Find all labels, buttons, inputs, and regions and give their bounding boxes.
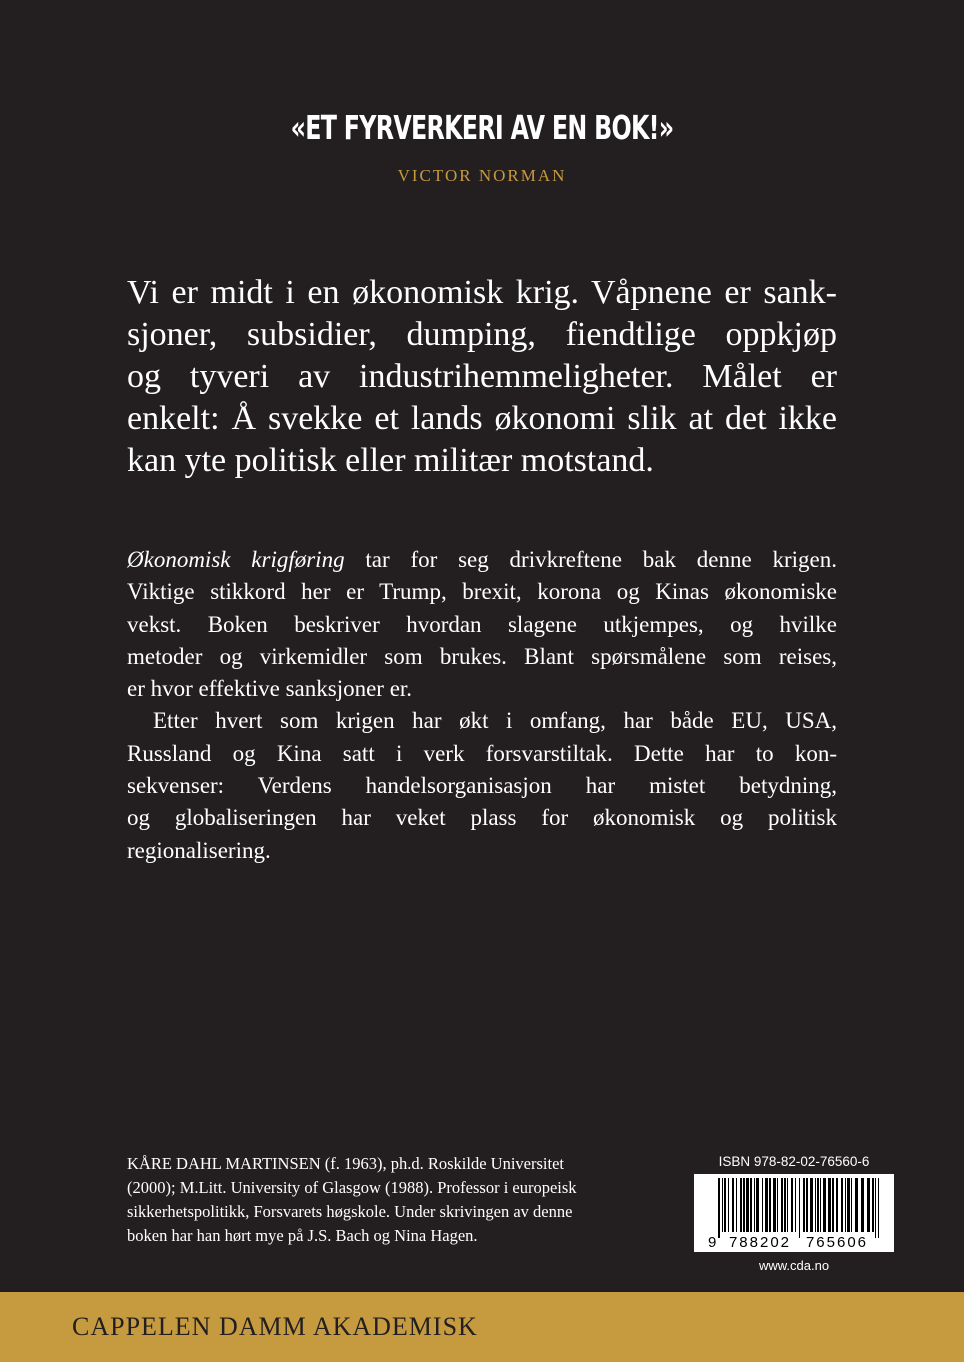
lead-line: sjoner, subsidier, dumping, fiendtlige oppkjøp bbox=[127, 316, 837, 353]
barcode-bar bbox=[740, 1178, 742, 1232]
barcode-bar bbox=[799, 1178, 800, 1238]
cover-quote: «ET FYRVERKERI AV EN BOK!» bbox=[290, 108, 674, 147]
lead-paragraph bbox=[127, 272, 837, 482]
barcode-graphic bbox=[694, 1174, 894, 1252]
barcode-bar bbox=[803, 1178, 805, 1232]
barcode-bar bbox=[773, 1178, 776, 1232]
bio-line: KÅRE DAHL MARTINSEN (f. 1963), ph.d. Roskilde Universitet bbox=[127, 1154, 564, 1173]
body-line: sekvenser: Verdens handelsorganisasjon har mistet betydning, bbox=[127, 773, 837, 799]
barcode-bar bbox=[736, 1178, 737, 1232]
body-line: og globaliseringen har veket plass for økonomisk og politisk bbox=[127, 805, 837, 831]
barcode-bar bbox=[722, 1178, 723, 1232]
description-text bbox=[127, 544, 837, 867]
body-line: metoder og virkemidler som brukes. Blant spørsmålene som reises, bbox=[127, 643, 837, 669]
bio-line: (2000); M.Litt. University of Glasgow (1988). Professor i europeisk bbox=[127, 1178, 577, 1197]
bio-line: boken har han hørt mye på J.S. Bach og Nina Hagen. bbox=[127, 1226, 478, 1245]
body-line: vekst. Boken beskriver hvordan slagene utkjempes, og hvilke bbox=[127, 611, 837, 637]
barcode-bar bbox=[756, 1178, 759, 1232]
barcode-bar bbox=[781, 1178, 783, 1232]
body-line: er hvor effektive sanksjoner er. bbox=[127, 676, 413, 702]
book-title-italic: Økonomisk krigføring bbox=[127, 547, 345, 572]
barcode-bar bbox=[828, 1178, 831, 1232]
barcode-bar bbox=[787, 1178, 788, 1232]
body-line: regionalisering. bbox=[127, 837, 271, 863]
barcode-bar bbox=[806, 1178, 808, 1232]
lead-line: Vi er midt i en økonomisk krig. Våpnene er sank- bbox=[127, 274, 837, 311]
barcode-bar bbox=[878, 1178, 879, 1238]
bio-line: sikkerhetspolitikk, Forsvarets høgskole. Under skrivingen av denne bbox=[127, 1202, 573, 1221]
barcode-bar bbox=[769, 1178, 771, 1232]
barcode-bar bbox=[791, 1178, 793, 1232]
barcode-bar bbox=[754, 1178, 755, 1232]
barcode-bar bbox=[724, 1178, 726, 1232]
barcode-bar bbox=[795, 1178, 796, 1232]
lead-line: enkelt: Å svekke et lands økonomi slik at det ikke bbox=[127, 400, 837, 437]
body-line: Viktige stikkord her er Trump, brexit, korona og Kinas økonomiske bbox=[127, 579, 837, 605]
barcode-bar bbox=[832, 1178, 834, 1232]
barcode-bar bbox=[867, 1178, 870, 1232]
barcode-bar bbox=[746, 1178, 749, 1232]
barcode-bar bbox=[728, 1178, 729, 1232]
barcode-bar bbox=[851, 1178, 852, 1232]
lead-line: og tyveri av industrihemmeligheter. Målet er bbox=[127, 358, 837, 395]
barcode-bar bbox=[875, 1178, 876, 1238]
barcode-bar bbox=[861, 1178, 864, 1232]
isbn-label: ISBN 978-82-02-76560-6 bbox=[718, 1154, 870, 1169]
barcode-bar bbox=[845, 1178, 846, 1232]
barcode-bar bbox=[823, 1178, 826, 1232]
barcode-digit-first: 9 bbox=[708, 1234, 717, 1251]
publisher-band bbox=[0, 1292, 964, 1362]
barcode-bar bbox=[841, 1178, 843, 1232]
body-line: Russland og Kina satt i verk forsvarstiltak. Dette har to kon- bbox=[127, 740, 837, 766]
lead-line: kan yte politisk eller militær motstand. bbox=[127, 442, 654, 479]
barcode-bar bbox=[777, 1178, 778, 1232]
barcode-bar bbox=[820, 1178, 821, 1232]
barcode-bar bbox=[836, 1178, 838, 1232]
barcode-bar bbox=[718, 1178, 720, 1238]
barcode-bar bbox=[817, 1178, 819, 1232]
barcode-bar bbox=[872, 1178, 874, 1232]
body-line: Etter hvert som krigen har økt i omfang, har både EU, USA, bbox=[153, 708, 837, 734]
author-bio bbox=[127, 1152, 627, 1248]
body-line-rest: tar for seg drivkreftene bak denne krigen. bbox=[344, 547, 837, 572]
barcode-bar bbox=[732, 1178, 734, 1232]
body-line bbox=[127, 544, 837, 576]
barcode-bar bbox=[750, 1178, 752, 1232]
barcode-bar bbox=[815, 1178, 816, 1232]
barcode-bar bbox=[743, 1178, 745, 1232]
barcode-bar bbox=[765, 1178, 768, 1232]
quote-author: VICTOR NORMAN bbox=[397, 166, 567, 185]
barcode-bar bbox=[762, 1178, 763, 1232]
publisher-logo: CAPPELEN DAMM AKADEMISK bbox=[72, 1312, 478, 1341]
barcode-bar bbox=[855, 1178, 858, 1232]
barcode-bar bbox=[810, 1178, 813, 1232]
barcode-digits-right: 765606 bbox=[805, 1234, 869, 1251]
barcode bbox=[694, 1174, 894, 1252]
barcode-digits-left: 788202 bbox=[728, 1234, 792, 1251]
barcode-bar bbox=[847, 1178, 850, 1232]
barcode-bar bbox=[784, 1178, 786, 1232]
website-link[interactable]: www.cda.no bbox=[758, 1258, 830, 1273]
